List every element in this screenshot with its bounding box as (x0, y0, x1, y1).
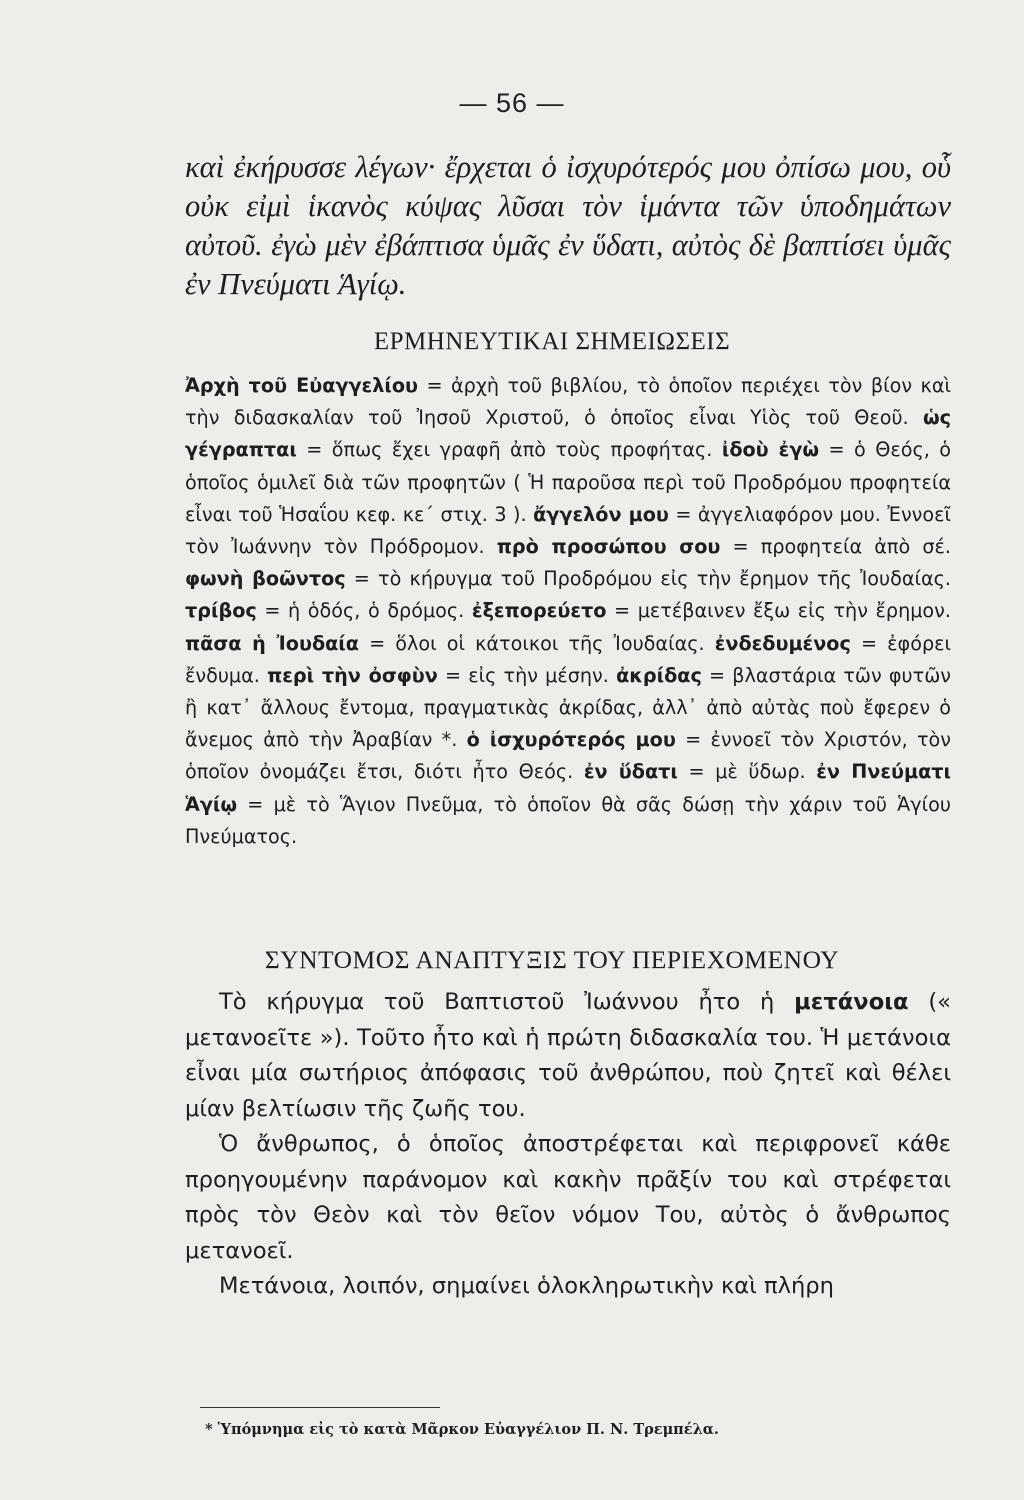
note-term: ὡς γέγραπται (185, 406, 951, 462)
note-term: ἀκρίδας (616, 663, 702, 687)
page-number: — 56 — (459, 88, 565, 118)
summary-paragraph: Μετάνοια, λοιπόν, σημαίνει ὁλοκληρωτικὴν καὶ πλήρη (219, 1273, 834, 1299)
note-term: ὁ ἰσχυρότερός μου (466, 728, 676, 752)
summary-body (185, 985, 951, 1305)
note-term: Ἀρχὴ τοῦ Εὐαγγελίου (185, 374, 418, 397)
note-definition: = ὅπως ἔχει γραφῆ ἀπὸ τοὺς προφήτας. (296, 438, 722, 462)
summary-paragraph (185, 985, 951, 1127)
note-definition: = τὸ κήρυγμα τοῦ Προδρόμου εἰς τὴν ἔρημον τῆς Ἰουδαίας. (345, 567, 952, 591)
note-term: ἐνδεδυμένος (714, 631, 851, 655)
note-term: τρίβος (185, 599, 257, 623)
note-definition: = ὁ Θεός, ὁ ὁποῖος ὁμιλεῖ διὰ τῶν προφητῶν ( Ἡ παροῦσα περὶ τοῦ Προδρόμου προφητεία εἶναι τοῦ Ἡσαΐου κεφ. κε΄ στιχ. 3 ). (185, 438, 951, 526)
note-definition: = ἐννοεῖ τὸν Χριστόν, τὸν ὁποῖον ὀνομάζει ἔτσι, διότι ἦτο Θεός. (185, 728, 952, 784)
note-definition: = ἐφόρει ἔνδυμα. (185, 631, 951, 687)
note-definition: = ἀρχὴ τοῦ βιβλίου, τὸ ὁποῖον περιέχει τὸν βίον καὶ τὴν διδασκαλίαν τοῦ Ἰησοῦ Χριστοῦ, ὁ ὁποῖος εἶναι Υἱὸς τοῦ Θεοῦ. (185, 374, 951, 430)
note-term: ἐν Πνεύματι Ἁγίῳ (185, 760, 951, 816)
note-term: ἄγγελόν μου (533, 502, 669, 526)
note-term: ἰδοὺ ἐγὼ (721, 438, 820, 462)
note-term: περὶ τὴν ὀσφὺν (267, 663, 438, 687)
note-term: πρὸ προσώπου σου (496, 535, 721, 559)
note-definition: = βλαστάρια τῶν φυτῶν ἢ κατ᾽ ἄλλους ἔντομα, πραγματικὰς ἀκρίδας, ἀλλ᾽ ἀπὸ αὐτὰς ποὺ ἔφερεν ὁ ἄνεμος ἀπὸ τὴν Ἀραβίαν *. (185, 663, 951, 752)
summary-heading: ΣΥΝΤΟΜΟΣ ΑΝΑΠΤΥΞΙΣ ΤΟΥ ΠΕΡΙΕΧΟΜΕΝΟΥ (264, 945, 840, 974)
note-definition: = μὲ ὕδωρ. (677, 760, 817, 784)
note-definition: = μὲ τὸ Ἅγιον Πνεῦμα, τὸ ὁποῖον θὰ σᾶς δώσῃ τὴν χάριν τοῦ Ἁγίου Πνεύματος. (185, 792, 951, 848)
note-term: ἐξεπορεύετο (471, 599, 607, 623)
note-term: ἐν ὕδατι (583, 760, 678, 784)
note-definition: = ἡ ὁδός, ὁ δρόμος. (256, 599, 472, 623)
note-definition: = εἰς τὴν μέσην. (437, 663, 617, 687)
summary-emphasis: μετάνοια (794, 989, 909, 1015)
note-definition: = ὅλοι οἱ κάτοικοι τῆς Ἰουδαίας. (358, 631, 715, 655)
scripture-quote: καὶ ἐκήρυσσε λέγων· ἔρχεται ὁ ἰσχυρότερός μου ὀπίσω μου, οὗ οὐκ εἰμὶ ἱκανὸς κύψας λῦσαι τὸν ἱμάντα τῶν ὑποδημάτων αὐτοῦ. ἐγὼ μὲν ἐβάπτισα ὑμᾶς ἐν ὕδατι, αὐτὸς δὲ βαπτίσει ὑμᾶς ἐν Πνεύματι Ἁγίῳ. (185, 150, 951, 301)
explanatory-notes (185, 370, 951, 853)
note-definition: = ἀγγελιαφόρον μου. Ἐννοεῖ τὸν Ἰωάννην τὸν Πρόδρομον. (185, 502, 951, 559)
footnote-rule (200, 1407, 440, 1408)
note-term: φωνὴ βοῶντος (185, 567, 346, 591)
footnote-text: * Ὑπόμνημα εἰς τὸ κατὰ Μᾶρκον Εὐαγγέλιον Π. Ν. Τρεμπέλα. (205, 1421, 719, 1438)
note-definition: = μετέβαινεν ἔξω εἰς τὴν ἔρημον. (606, 599, 951, 623)
summary-text: (« μετανοεῖτε »). Τοῦτο ἦτο καὶ ἡ πρώτη διδασκαλία του. Ἡ μετάνοια εἶναι μία σωτήριος ἀπόφασις τοῦ ἀνθρώπου, ποὺ ζητεῖ καὶ θέλει μίαν βελτίωσιν τῆς ζωῆς του. (185, 989, 951, 1122)
note-definition: = προφητεία ἀπὸ σέ. (720, 535, 951, 559)
summary-text: Τὸ κήρυγμα τοῦ Βαπτιστοῦ Ἰωάννου ἦτο ἡ (219, 989, 795, 1015)
note-term: πᾶσα ἡ Ἰουδαία (185, 631, 359, 655)
summary-paragraph: Ὁ ἄνθρωπος, ὁ ὁποῖος ἀποστρέφεται καὶ περιφρονεῖ κάθε προηγουμένην παράνομον καὶ κακὴν πρᾶξίν του καὶ στρέφεται πρὸς τὸν Θεὸν καὶ τὸν θεῖον νόμον Του, αὐτὸς ὁ ἄνθρωπος μετανοεῖ. (185, 1131, 951, 1264)
notes-heading: ΕΡΜΗΝΕΥΤΙΚΑΙ ΣΗΜΕΙΩΣΕΙΣ (373, 328, 731, 355)
